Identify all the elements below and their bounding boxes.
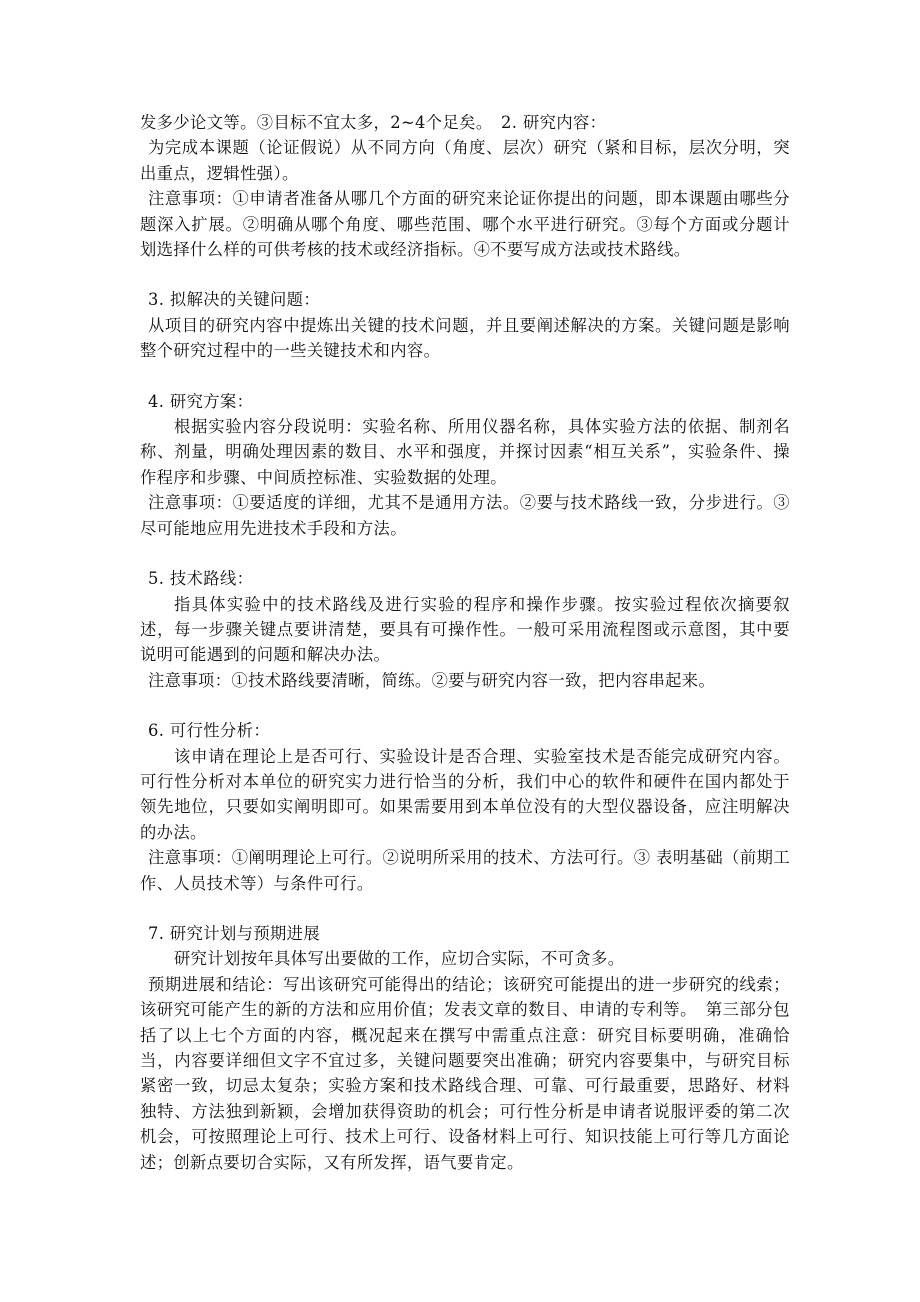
heading-feasibility: 6. 可行性分析：: [148, 721, 270, 741]
spacer: [140, 541, 790, 566]
heading-key-problems: 3. 拟解决的关键问题：: [148, 290, 321, 310]
paragraph-route-notes: 注意事项：①技术路线要清晰，简练。②要与研究内容一致，把内容串起来。: [148, 670, 716, 690]
spacer: [140, 896, 790, 921]
heading-technical-route: 5. 技术路线：: [148, 569, 254, 589]
spacer: [140, 364, 790, 389]
paragraph-research-content: 为完成本课题（论证假说）从不同方向（角度、层次）研究（紧和目标，层次分明，突出重点，逻辑性强）。: [140, 138, 790, 183]
paragraph-content-notes: 注意事项：①申请者准备从哪几个方面的研究来论证你提出的问题，即本课题由哪些分题深入扩展。②明确从哪个角度、哪些范围、哪个水平进行研究。③每个方面或分题计划选择什么样的可供考核的技术或经济指标。④不要写成方法或技术路线。: [140, 189, 790, 260]
paragraph-expected-progress: 预期进展和结论：写出该研究可能得出的结论；该研究可能提出的进一步研究的线索；该研究可能产生的新的方法和应用价值；发表文章的数目、申请的专利等。 第三部分包括了以上七个方面的内容，概况起来在撰写中需重点注意：研究目标要明确，准确恰当，内容要详细但文字不宜过多，关键问题要突出准确；研究内容要集中，与研究目标紧密一致，切忌太复杂；实验方案和技术路线合理、可靠、可行最重要，思路好、材料独特、方法独到新颖，会增加获得资助的机会；可行性分析是申请者说服评委的第二次机会，可按照理论上可行、技术上可行、设备材料上可行、知识技能上可行等几方面论述；创新点要切合实际，又有所发挥，语气要肯定。: [140, 974, 790, 1172]
paragraph-goals-end: 发多少论文等。③目标不宜太多，2~4个足矣。 2. 研究内容：: [140, 113, 607, 132]
paragraph-feasibility-notes: 注意事项：①阐明理论上可行。②说明所采用的技术、方法可行。③ 表明基础（前期工作、人员技术等）与条件可行。: [140, 848, 790, 893]
paragraph-technical-route: 指具体实验中的技术路线及进行实验的程序和操作步骤。按实验过程依次摘要叙述，每一步骤关键点要讲清楚，要具有可操作性。一般可采用流程图或示意图，其中要说明可能遇到的问题和解决办法。: [140, 594, 790, 665]
paragraph-key-problems: 从项目的研究内容中提炼出关键的技术问题，并且要阐述解决的方案。关键问题是影响整个研究过程中的一些关键技术和内容。: [140, 315, 790, 361]
spacer: [140, 262, 790, 287]
spacer: [140, 693, 790, 718]
paragraph-plan-notes: 注意事项：①要适度的详细，尤其不是通用方法。②要与技术路线一致，分步进行。③尽可能地应用先进技术手段和方法。: [140, 493, 790, 538]
paragraph-feasibility: 该申请在理论上是否可行、实验设计是否合理、实验室技术是否能完成研究内容。可行性分析对本单位的研究实力进行恰当的分析，我们中心的软件和硬件在国内都处于领先地位，只要如实阐明即可。如果需要用到本单位没有的大型仪器设备，应注明解决的办法。: [140, 746, 790, 842]
document-page: [140, 110, 790, 1175]
paragraph-research-plan: 根据实验内容分段说明：实验名称、所用仪器名称，具体实验方法的依据、制剂名称、剂量，明确处理因素的数目、水平和强度，并探讨因素“相互关系”，实验条件、操作程序和步骤、中间质控标准、实验数据的处理。: [140, 417, 790, 487]
paragraph-schedule: 研究计划按年具体写出要做的工作，应切合实际，不可贪多。: [174, 949, 625, 969]
heading-schedule: 7. 研究计划与预期进展: [148, 923, 321, 943]
heading-research-plan: 4. 研究方案：: [148, 391, 254, 411]
